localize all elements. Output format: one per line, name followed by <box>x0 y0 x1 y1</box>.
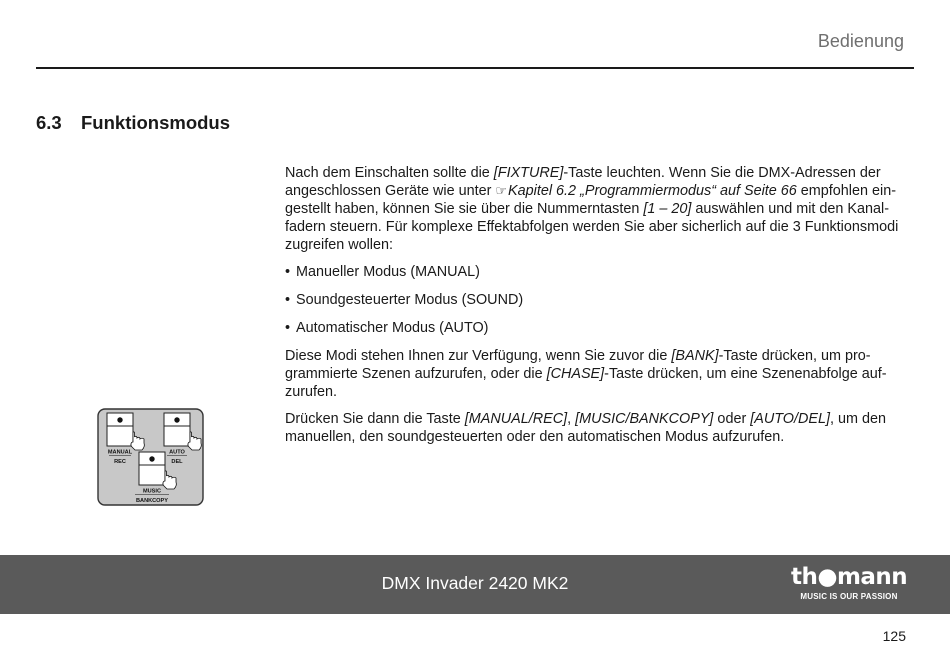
chase-key-ref: [CHASE] <box>546 366 605 382</box>
section-title: Funktionsmodus <box>81 112 231 133</box>
rec-label: REC <box>114 459 126 465</box>
modes-text-1: Diese Modi stehen Ihnen zur Verfügung, wenn Sie zuvor die <box>285 348 672 364</box>
bankcopy-label: BANKCOPY <box>135 498 169 504</box>
brand-logo <box>791 564 908 603</box>
auto-del-key-ref: [AUTO/DEL] <box>750 411 830 427</box>
list-item <box>285 291 910 309</box>
del-label: DEL <box>171 459 183 465</box>
manual-rec-key-ref: [MANUAL/REC] <box>464 411 568 427</box>
intro-text-2: -Taste leuchten. Wenn Sie die DMX-Adressen der angeschlossen Geräte wie unter <box>285 165 881 199</box>
modes-text-2: -Taste drücken, um programmierte Szenen aufzurufen, oder die <box>285 348 871 382</box>
brand-name: th●mann <box>791 564 908 590</box>
keys-separator: oder <box>713 411 751 427</box>
keys-paragraph <box>285 410 910 446</box>
pointing-hand-icon: ☞ <box>495 183 508 198</box>
keys-text-1: Drücken Sie dann die Taste <box>285 411 465 427</box>
section-number: 6.3 <box>36 112 62 133</box>
header-rule <box>36 67 914 69</box>
modes-text-3: -Taste drücken, um eine Szenenabfolge aufzurufen. <box>285 366 887 400</box>
brand-tagline: MUSIC IS OUR PASSION <box>800 592 898 601</box>
list-item-text: Manueller Modus (MANUAL) <box>296 264 480 280</box>
function-keys-illustration <box>97 408 207 508</box>
bullet-dot: • <box>285 264 291 280</box>
music-bankcopy-key-ref: [MUSIC/BANKCOPY] <box>575 411 714 427</box>
number-keys-ref: [1 – 20] <box>643 201 692 217</box>
footer-bar <box>0 555 950 614</box>
bullet-dot: • <box>285 292 291 308</box>
chapter-cross-reference-link[interactable]: Kapitel 6.2 „Programmiermodus“ auf Seite 66 <box>508 183 797 199</box>
bank-key-ref: [BANK] <box>671 348 719 364</box>
list-item <box>285 263 910 281</box>
section-heading <box>36 112 230 134</box>
footer-product-name: DMX Invader 2420 MK2 <box>381 573 569 593</box>
intro-paragraph <box>285 164 910 254</box>
bullet-dot: • <box>285 320 291 336</box>
intro-text-4: auswählen und mit den Kanalfadern steuern. Für komplexe Effektabfolgen werden Sie aber sicherlich auf die 3 Funktionsmodi zugreifen wollen: <box>285 201 899 253</box>
manual-led <box>117 417 122 422</box>
page-number: 125 <box>882 628 906 644</box>
intro-text-1: Nach dem Einschalten sollte die <box>285 165 494 181</box>
intro-text-3: empfohlen eingestellt haben, können Sie sie über die Nummerntasten <box>285 183 896 217</box>
body-text <box>285 164 910 455</box>
fixture-key-ref: [FIXTURE] <box>493 165 564 181</box>
modes-paragraph <box>285 347 910 401</box>
auto-label: AUTO <box>169 449 185 456</box>
header-section-label: Bedienung <box>817 31 904 51</box>
list-item <box>285 319 910 337</box>
list-item-text: Soundgesteuerter Modus (SOUND) <box>296 292 524 308</box>
manual-label: MANUAL <box>107 449 133 456</box>
music-label: MUSIC <box>142 488 162 495</box>
music-led <box>149 456 154 461</box>
list-item-text: Automatischer Modus (AUTO) <box>296 320 489 336</box>
keys-text-2: , um den manuellen, den soundgesteuerten oder den automatischen Modus aufzurufen. <box>285 411 886 445</box>
auto-led <box>174 417 179 422</box>
keys-separator: , <box>567 411 576 427</box>
